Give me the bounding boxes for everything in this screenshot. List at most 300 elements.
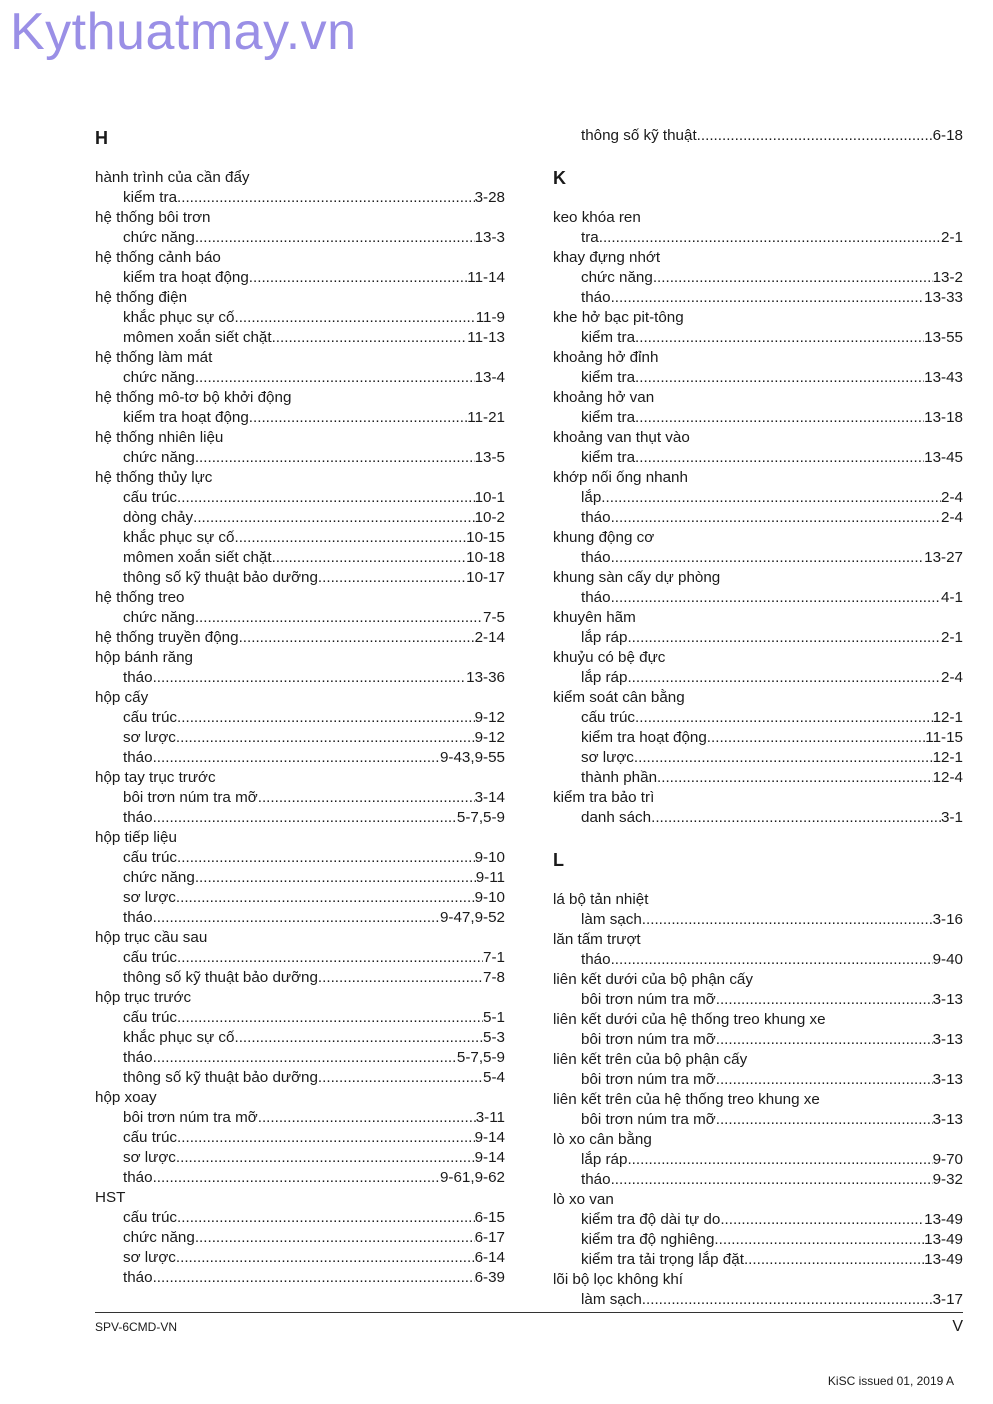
index-entry (553, 890, 963, 910)
index-entry (553, 1270, 963, 1290)
index-entry (95, 1188, 505, 1208)
entry-label: hộp xoay (95, 1089, 157, 1106)
entry-label: hệ thống treo (95, 589, 185, 606)
index-subentry (553, 228, 963, 248)
entry-label: lõi bộ lọc không khí (553, 1271, 684, 1288)
entry-label: kiểm soát cân bằng (553, 689, 685, 706)
page-reference: 12-1 (932, 709, 963, 726)
page-reference: 9-10 (474, 889, 505, 906)
page-reference: 2-14 (474, 629, 505, 646)
page-reference: 2-1 (941, 629, 963, 646)
index-subentry (553, 548, 963, 568)
page-reference: 9-14 (474, 1149, 505, 1166)
dot-leader (195, 448, 475, 468)
index-entry (553, 788, 963, 808)
page-reference: 11-13 (467, 329, 505, 346)
subentry-label: cấu trúc (123, 709, 178, 726)
page-reference: 7-1 (483, 949, 505, 966)
dot-leader (642, 910, 933, 930)
subentry-label: tháo (581, 549, 611, 566)
dot-leader (272, 548, 467, 568)
index-entry (95, 768, 505, 788)
index-subentry (95, 968, 505, 988)
index-entry (95, 168, 505, 188)
index-subentry (95, 268, 505, 288)
entry-label: khung sàn cấy dự phòng (553, 569, 721, 586)
index-subentry (95, 888, 505, 908)
dot-leader (635, 708, 933, 728)
index-subentry (553, 588, 963, 608)
index-column-left (95, 128, 505, 1288)
index-subentry (553, 708, 963, 728)
index-entry (553, 1090, 963, 1110)
dot-leader (635, 408, 924, 428)
subentry-label: chức năng (123, 369, 195, 386)
dot-leader (744, 1250, 924, 1270)
dot-leader (176, 1248, 475, 1268)
entry-label: khuyên hãm (553, 609, 636, 626)
index-entry (553, 1190, 963, 1210)
index-entry (95, 388, 505, 408)
page-reference: 3-13 (932, 1111, 963, 1128)
page-reference: 9-32 (932, 1171, 963, 1188)
dot-leader (153, 668, 467, 688)
entry-label: lá bộ tản nhiệt (553, 891, 649, 908)
index-subentry (95, 308, 505, 328)
dot-leader (195, 368, 475, 388)
index-subentry (95, 1168, 505, 1188)
dot-leader (153, 808, 457, 828)
index-entry (95, 1088, 505, 1108)
subentry-label: tháo (123, 749, 153, 766)
index-subentry (553, 1250, 963, 1270)
page-reference: 4-1 (941, 589, 963, 606)
subentry-label: chức năng (123, 229, 195, 246)
index-entry (553, 1010, 963, 1030)
index-entry (553, 1130, 963, 1150)
subentry-label: thông số kỹ thuật bảo dưỡng (123, 969, 318, 986)
entry-label: liên kết dưới của hệ thống treo khung xe (553, 1011, 826, 1028)
page-reference: 13-49 (924, 1251, 963, 1268)
subentry-label: tháo (581, 289, 611, 306)
subentry-label: cấu trúc (123, 1009, 178, 1026)
index-subentry (553, 910, 963, 930)
entry-label: hệ thống cảnh báo (95, 249, 221, 266)
page-reference: 10-17 (466, 569, 505, 586)
dot-leader (635, 448, 924, 468)
footer-doc-code: SPV-6CMD-VN (95, 1320, 178, 1334)
dot-leader (195, 868, 476, 888)
entry-label: lò xo cân bằng (553, 1131, 652, 1148)
page-reference: 5-7,5-9 (456, 809, 505, 826)
page-reference: 6-17 (474, 1229, 505, 1246)
subentry-label: làm sạch (581, 1291, 642, 1308)
page-reference: 9-12 (474, 729, 505, 746)
page-reference: 3-17 (932, 1291, 963, 1308)
dot-leader (258, 788, 475, 808)
dot-leader (601, 488, 941, 508)
page-reference: 13-27 (924, 549, 963, 566)
page-reference: 11-9 (475, 309, 505, 326)
page-reference: 10-15 (466, 529, 505, 546)
section-spacer (553, 188, 963, 208)
index-column-right (553, 126, 963, 1310)
subentry-label: lắp ráp (581, 1151, 628, 1168)
dot-leader (177, 488, 475, 508)
index-subentry (95, 548, 505, 568)
index-subentry (95, 1068, 505, 1088)
dot-leader (627, 668, 941, 688)
subentry-label: kiểm tra hoạt động (581, 729, 707, 746)
subentry-label: tra (581, 229, 599, 246)
page-reference: 12-1 (932, 749, 963, 766)
index-entry (553, 970, 963, 990)
index-subentry (95, 568, 505, 588)
subentry-label: thông số kỹ thuật bảo dưỡng (123, 1069, 318, 1086)
index-subentry (553, 508, 963, 528)
entry-label: khoảng van thụt vào (553, 429, 690, 446)
subentry-label: tháo (123, 809, 153, 826)
entry-label: khe hở bạc pit-tông (553, 309, 684, 326)
index-entry (95, 688, 505, 708)
dot-leader (249, 268, 467, 288)
index-entry (95, 468, 505, 488)
page-reference: 13-33 (924, 289, 963, 306)
page-reference: 3-1 (941, 809, 963, 826)
subentry-label: kiểm tra độ nghiêng (581, 1231, 715, 1248)
dot-leader (195, 608, 483, 628)
dot-leader (177, 948, 483, 968)
dot-leader (153, 1048, 457, 1068)
page-reference: 5-7,5-9 (456, 1049, 505, 1066)
subentry-label: kiểm tra (581, 409, 636, 426)
dot-leader (611, 1170, 933, 1190)
page-reference: 10-1 (474, 489, 505, 506)
entry-label: khay đựng nhớt (553, 249, 661, 266)
index-entry (553, 428, 963, 448)
subentry-label: kiểm tra (581, 329, 636, 346)
index-subentry (553, 1170, 963, 1190)
dot-leader (177, 188, 475, 208)
index-subentry (95, 868, 505, 888)
entry-label: hộp trục cầu sau (95, 929, 208, 946)
entry-label: khoảng hở van (553, 389, 655, 406)
page-reference: 9-40 (932, 951, 963, 968)
index-subentry (95, 1048, 505, 1068)
page-reference: 2-4 (941, 509, 963, 526)
page-reference: 13-5 (474, 449, 505, 466)
index-entry (553, 568, 963, 588)
subentry-label: tháo (123, 1169, 153, 1186)
index-subentry (95, 408, 505, 428)
index-subentry (95, 788, 505, 808)
page-reference: 13-49 (924, 1211, 963, 1228)
watermark-logo: Kythuatmay.vn (10, 3, 357, 61)
subentry-label: cấu trúc (123, 489, 178, 506)
page-reference: 11-15 (925, 729, 963, 746)
subentry-label: cấu trúc (123, 1129, 178, 1146)
page-reference: 13-4 (474, 369, 505, 386)
page-reference: 3-13 (932, 991, 963, 1008)
subentry-label: mômen xoắn siết chặt (123, 549, 272, 566)
dot-leader (177, 848, 475, 868)
entry-label: liên kết dưới của bộ phận cấy (553, 971, 753, 988)
index-entry (95, 628, 505, 648)
subentry-label: tháo (581, 1171, 611, 1188)
page-reference: 10-2 (474, 509, 505, 526)
subentry-label: thành phần (581, 769, 658, 786)
index-subentry (553, 1210, 963, 1230)
dot-leader (239, 628, 475, 648)
page-reference: 13-2 (932, 269, 963, 286)
subentry-label: cấu trúc (123, 849, 178, 866)
index-subentry (95, 748, 505, 768)
page-reference: 2-4 (941, 669, 963, 686)
index-subentry (95, 328, 505, 348)
index-entry (95, 648, 505, 668)
dot-leader (153, 908, 440, 928)
subentry-label: cấu trúc (123, 949, 178, 966)
subentry-label: sơ lược (123, 1249, 176, 1266)
dot-leader (318, 968, 483, 988)
index-entry (553, 688, 963, 708)
dot-leader (720, 1210, 924, 1230)
page-reference: 13-3 (474, 229, 505, 246)
index-subentry (553, 488, 963, 508)
subentry-label: tháo (123, 909, 153, 926)
dot-leader (653, 268, 933, 288)
dot-leader (249, 408, 467, 428)
dot-leader (195, 1228, 475, 1248)
index-entry (553, 248, 963, 268)
dot-leader (193, 508, 475, 528)
page-reference: 3-14 (474, 789, 505, 806)
subentry-label: kiểm tra (123, 189, 178, 206)
index-subentry (553, 448, 963, 468)
subentry-label: khắc phục sự cố (123, 309, 235, 326)
index-subentry (553, 328, 963, 348)
subentry-label: tháo (581, 951, 611, 968)
entry-label: hệ thống thủy lực (95, 469, 213, 486)
page-reference: 10-18 (466, 549, 505, 566)
index-subentry (95, 808, 505, 828)
entry-label: khoảng hở đỉnh (553, 349, 659, 366)
index-entry (95, 208, 505, 228)
dot-leader (651, 808, 941, 828)
entry-label: hộp tiếp liệu (95, 829, 177, 846)
index-subentry (553, 990, 963, 1010)
subentry-label: bôi trơn núm tra mỡ (123, 789, 258, 806)
dot-leader (176, 1148, 475, 1168)
subentry-label: kiểm tra (581, 449, 636, 466)
index-subentry (553, 628, 963, 648)
dot-leader (195, 228, 475, 248)
index-subentry (95, 948, 505, 968)
index-entry (553, 348, 963, 368)
entry-label: hộp bánh răng (95, 649, 193, 666)
subentry-label: khắc phục sự cố (123, 529, 235, 546)
page-reference: 7-8 (483, 969, 505, 986)
entry-label: kiểm tra bảo trì (553, 789, 655, 806)
subentry-label: thông số kỹ thuật (581, 127, 697, 144)
index-subentry (553, 288, 963, 308)
section-spacer (553, 870, 963, 890)
index-subentry (553, 126, 963, 146)
page-reference: 3-11 (475, 1109, 505, 1126)
page-reference: 9-11 (475, 869, 505, 886)
page-reference: 3-28 (474, 189, 505, 206)
dot-leader (635, 368, 924, 388)
entry-label: hành trình của cần đẩy (95, 169, 250, 186)
index-entry (553, 388, 963, 408)
page-reference: 5-1 (483, 1009, 505, 1026)
page-reference: 5-3 (483, 1029, 505, 1046)
index-subentry (95, 228, 505, 248)
index-entry (95, 988, 505, 1008)
page-reference: 9-14 (474, 1129, 505, 1146)
section-spacer (95, 148, 505, 168)
index-entry (95, 348, 505, 368)
subentry-label: sơ lược (123, 889, 176, 906)
dot-leader (635, 328, 924, 348)
page-reference: 9-43,9-55 (439, 749, 505, 766)
index-subentry (95, 1128, 505, 1148)
index-subentry (553, 1110, 963, 1130)
index-subentry (553, 1230, 963, 1250)
subentry-label: bôi trơn núm tra mỡ (581, 991, 716, 1008)
subentry-label: khắc phục sự cố (123, 1029, 235, 1046)
entry-label: hệ thống truyền động (95, 629, 239, 646)
index-entry (553, 930, 963, 950)
entry-label: hệ thống điện (95, 289, 188, 306)
dot-leader (177, 708, 475, 728)
dot-leader (234, 308, 475, 328)
dot-leader (272, 328, 468, 348)
entry-label: khớp nối ống nhanh (553, 469, 688, 486)
entry-label: lăn tấm trượt (553, 931, 641, 948)
dot-leader (716, 990, 933, 1010)
index-subentry (553, 368, 963, 388)
dot-leader (716, 1070, 933, 1090)
index-subentry (95, 508, 505, 528)
dot-leader (611, 588, 941, 608)
page-reference: 5-4 (483, 1069, 505, 1086)
index-subentry (95, 1008, 505, 1028)
index-entry (95, 248, 505, 268)
section-letter: K (553, 168, 566, 188)
subentry-label: cấu trúc (123, 1209, 178, 1226)
dot-leader (697, 126, 933, 146)
dot-leader (318, 568, 466, 588)
footer-page-number: V (952, 1318, 963, 1335)
issued-note: KiSC issued 01, 2019 A (827, 1374, 954, 1388)
subentry-label: tháo (581, 589, 611, 606)
page-reference: 9-10 (474, 849, 505, 866)
index-subentry (553, 808, 963, 828)
dot-leader (714, 1230, 924, 1250)
index-subentry (95, 1248, 505, 1268)
subentry-label: kiểm tra độ dài tự do (581, 1211, 721, 1228)
index-entry (553, 1050, 963, 1070)
subentry-label: kiểm tra (581, 369, 636, 386)
dot-leader (642, 1290, 933, 1310)
dot-leader (234, 528, 466, 548)
dot-leader (627, 1150, 932, 1170)
index-entry (553, 608, 963, 628)
index-subentry (553, 728, 963, 748)
subentry-label: lắp ráp (581, 629, 628, 646)
index-subentry (95, 528, 505, 548)
index-entry (95, 588, 505, 608)
entry-label: lò xo van (553, 1191, 614, 1208)
dot-leader (177, 1008, 483, 1028)
index-subentry (95, 708, 505, 728)
page-reference: 9-47,9-52 (439, 909, 505, 926)
dot-leader (716, 1110, 933, 1130)
page-reference: 2-4 (941, 489, 963, 506)
dot-leader (707, 728, 925, 748)
footer-divider (95, 1312, 963, 1313)
page-reference: 7-5 (483, 609, 505, 626)
subentry-label: lắp (581, 489, 602, 506)
page-reference: 13-18 (924, 409, 963, 426)
subentry-label: mômen xoắn siết chặt (123, 329, 272, 346)
page-reference: 6-18 (932, 127, 963, 144)
subentry-label: làm sạch (581, 911, 642, 928)
subentry-label: sơ lược (581, 749, 634, 766)
index-subentry (95, 368, 505, 388)
page-reference: 13-55 (924, 329, 963, 346)
index-subentry (95, 1228, 505, 1248)
index-entry (553, 208, 963, 228)
subentry-label: chức năng (123, 1229, 195, 1246)
dot-leader (657, 768, 933, 788)
dot-leader (258, 1108, 476, 1128)
dot-leader (153, 748, 440, 768)
page-reference: 13-45 (924, 449, 963, 466)
page-reference: 13-43 (924, 369, 963, 386)
entry-label: hệ thống làm mát (95, 349, 213, 366)
index-entry (553, 648, 963, 668)
dot-leader (234, 1028, 483, 1048)
entry-label: HST (95, 1189, 126, 1206)
dot-leader (634, 748, 933, 768)
entry-label: hộp cấy (95, 689, 149, 706)
subentry-label: kiểm tra tải trọng lắp đặt (581, 1251, 744, 1268)
page-reference: 3-16 (932, 911, 963, 928)
entry-label: hệ thống mô-tơ bộ khởi động (95, 389, 292, 406)
dot-leader (611, 288, 925, 308)
page-reference: 11-21 (467, 409, 505, 426)
dot-leader (611, 548, 925, 568)
page-reference: 9-70 (932, 1151, 963, 1168)
index-subentry (95, 728, 505, 748)
page-reference: 6-39 (474, 1269, 505, 1286)
subentry-label: lắp ráp (581, 669, 628, 686)
page-reference: 3-13 (932, 1071, 963, 1088)
index-entry (553, 468, 963, 488)
subentry-label: bôi trơn núm tra mỡ (581, 1071, 716, 1088)
entry-label: hệ thống nhiên liệu (95, 429, 224, 446)
entry-label: hộp trục trước (95, 989, 192, 1006)
entry-label: khung động cơ (553, 529, 655, 546)
index-subentry (95, 188, 505, 208)
section-letter: L (553, 850, 564, 870)
section-spacer (553, 146, 963, 168)
index-subentry (553, 1070, 963, 1090)
index-subentry (553, 1150, 963, 1170)
subentry-label: chức năng (123, 609, 195, 626)
